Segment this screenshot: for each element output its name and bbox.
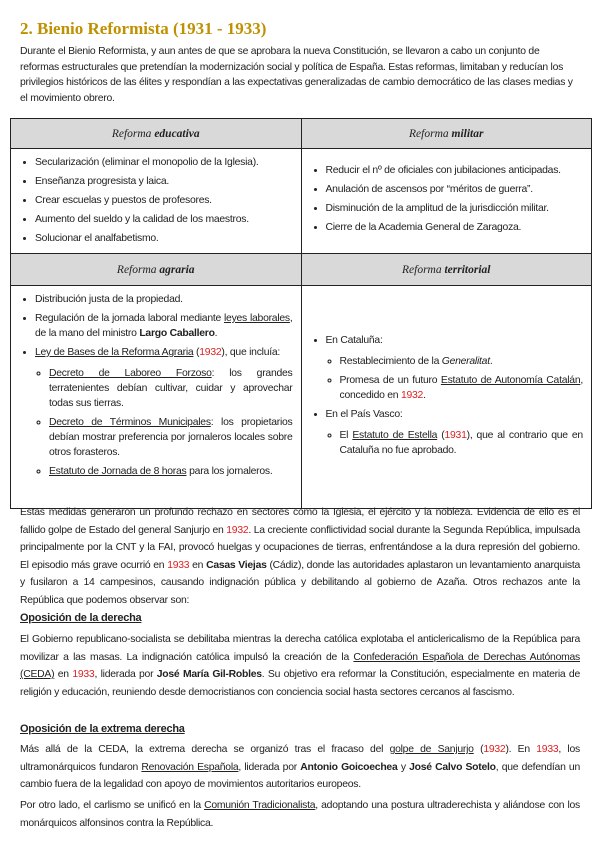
- text-segment: Secularización (eliminar el monopolio de la Iglesia).: [35, 157, 259, 168]
- list-item: [35, 345, 293, 479]
- text-segment: Regulación de la jornada laboral mediante: [35, 313, 224, 324]
- list-item: [35, 193, 293, 208]
- sub-list: [326, 428, 584, 458]
- list-item: [35, 155, 293, 170]
- text-segment: Generalitat: [441, 355, 490, 367]
- header-name: territorial: [444, 263, 491, 276]
- sub-list: [326, 354, 584, 403]
- bold-name: José María Gil-Robles: [156, 669, 262, 680]
- heading-oposicion-extrema-derecha: Oposición de la extrema derecha: [20, 723, 185, 735]
- text-segment: .: [214, 328, 218, 339]
- underlined-term: Estatuto de Estella: [352, 429, 438, 441]
- header-agraria: [11, 254, 302, 286]
- list-item: [35, 292, 293, 307]
- text-segment: , de la mano del ministro: [35, 313, 293, 339]
- text-segment: ). En: [505, 744, 537, 755]
- underlined-term: Renovación Española: [141, 761, 239, 773]
- text-segment: en: [54, 669, 73, 680]
- cell-militar: [301, 149, 592, 254]
- paragraph-carlismo: [20, 797, 580, 832]
- text-segment: Reducir el nº de oficiales con jubilaciones anticipadas.: [325, 165, 561, 176]
- text-segment: .: [489, 355, 493, 367]
- header-prefix: Reforma: [111, 127, 155, 140]
- text-segment: Durante el Bienio Reformista, y aun antes de que se aprobara la nueva Constitución, se llevaron a cabo un conjunto de reformas estructurales que pretendían la modernización social y política de España. Estas reformas, limitaban y reducían los privilegios históricos de las élites y respondían a las expectativas generalizadas de cambio democrático de las clases medias y el movimiento obrero.: [20, 46, 573, 104]
- sub-list-item: [49, 415, 293, 460]
- header-name: agraria: [159, 263, 195, 276]
- year-highlight: 1932: [400, 389, 424, 401]
- underlined-term: Decreto de Términos Municipales: [49, 417, 211, 428]
- header-territorial: [301, 254, 592, 286]
- text-segment: El Gobierno republicano-socialista se debilitaba mientras la derecha católica explotaba el anticlericalismo de la República para movilizar a las masas. La indignación católica impulsó la creación de la: [20, 634, 580, 663]
- cell-territorial: [301, 286, 592, 509]
- text-segment: Estas medidas generaron un profundo rechazo en sectores como la Iglesia, el ejército y la nobleza. Evidencia de ello es el fallido golpe de Estado del general Sanjurjo en: [20, 507, 580, 536]
- cell-educativa: [11, 149, 302, 254]
- list-item: [35, 311, 293, 341]
- text-segment: , liderada por: [94, 669, 157, 680]
- text-segment: .: [423, 389, 426, 401]
- text-segment: (Cádiz), donde las autoridades aplastaron un levantamiento anarquista y fusilaron a 14 campesinos, causando indignación pública y debilitando al gobierno de Azaña. Otros rechazos ante la República que podemos observar son:: [20, 559, 580, 606]
- text-segment: En Cataluña:: [325, 334, 383, 346]
- underlined-term: Estatuto de Autonomía Catalán: [440, 374, 581, 386]
- text-segment: Por otro lado, el carlismo se unificó en la: [20, 800, 205, 811]
- year-highlight: 1932: [483, 744, 506, 755]
- underlined-term: Decreto de Laboreo Forzoso: [49, 368, 212, 379]
- text-segment: . La creciente conflictividad social durante la Segunda República, impulsada principalmente por la CNT y la FAI, provocó huelgas y ocupaciones de tierras, enfrentándose a la dura represión del gobierno. El episodio más grave ocurrió en: [20, 524, 580, 571]
- year-highlight: 1933: [72, 669, 95, 680]
- year-highlight: 1932: [226, 524, 249, 536]
- sub-list-item: [49, 366, 293, 411]
- underlined-term: Comunión Tradicionalista: [204, 800, 316, 811]
- text-segment: Solucionar el analfabetismo.: [35, 233, 159, 244]
- text-segment: . Su objetivo era reformar la Constitución, especialmente en materia de religión y educación, reuniendo desde democristianos con conciencia social hasta sectores cercanos al fascismo.: [20, 669, 580, 698]
- text-segment: Enseñanza progresista y laica.: [35, 176, 170, 187]
- list-item: [35, 231, 293, 246]
- text-segment: en: [189, 559, 207, 571]
- bold-name: Largo Caballero: [139, 328, 215, 339]
- list-item: [326, 182, 584, 197]
- text-segment: Cierre de la Academia General de Zaragoza.: [325, 222, 522, 233]
- text-segment: , los ultramonárquicos fundaron: [20, 744, 580, 773]
- text-segment: ), que al contrario que en Cataluña no fue aprobado.: [339, 429, 583, 456]
- text-segment: , adoptando una postura ultraderechista y aliándose con los monárquicos alfonsinos contra la República.: [20, 800, 580, 829]
- sub-list-item: [49, 464, 293, 479]
- text-segment: , que defendían un cambio fuera de la legalidad con apoyo de movimientos autoritarios europeos.: [20, 761, 580, 790]
- list-item: [326, 220, 584, 235]
- text-segment: Promesa de un futuro: [339, 374, 441, 386]
- underlined-term: leyes laborales: [223, 313, 290, 324]
- text-segment: , concedido en: [339, 374, 584, 401]
- header-educativa: [11, 119, 302, 149]
- list-item: [326, 407, 584, 458]
- header-prefix: Reforma: [409, 127, 452, 140]
- year-highlight: 1933: [167, 559, 190, 571]
- bold-name: Casas Viejas: [206, 559, 267, 571]
- sub-list-item: [340, 373, 584, 403]
- paragraph-derecha: [20, 631, 580, 701]
- list-item: [35, 174, 293, 189]
- header-name: educativa: [154, 127, 200, 140]
- text-segment: ), que incluía:: [221, 347, 281, 358]
- text-segment: Anulación de ascensos por “méritos de guerra”.: [325, 184, 533, 195]
- text-segment: El: [339, 429, 353, 441]
- bold-name: José Calvo Sotelo: [409, 761, 496, 773]
- year-highlight: 1932: [199, 347, 222, 358]
- text-segment: Más allá de la CEDA, la extrema derecha se organizó tras el fracaso del: [20, 744, 390, 755]
- text-segment: Aumento del sueldo y la calidad de los maestros.: [35, 214, 249, 225]
- list-item: [35, 212, 293, 227]
- text-segment: : los grandes terratenientes debían cultivar, cuidar y aprovechar todas sus tierras.: [49, 368, 293, 409]
- sub-list: [35, 366, 293, 479]
- sub-list-item: [340, 354, 584, 369]
- intro-paragraph: [20, 44, 580, 106]
- text-segment: Disminución de la amplitud de la jurisdicción militar.: [325, 203, 549, 214]
- sub-list-item: [340, 428, 584, 458]
- text-segment: (: [193, 347, 200, 358]
- text-segment: (: [473, 744, 484, 755]
- section-title: 2. Bienio Reformista (1931 - 1933): [20, 19, 267, 38]
- underlined-term: Ley de Bases de la Reforma Agraria: [35, 347, 194, 358]
- reforms-table: [10, 118, 592, 509]
- text-segment: (: [437, 429, 445, 441]
- text-segment: para los jornaleros.: [186, 466, 273, 477]
- underlined-term: Confederación Española de Derechas Autónomas (CEDA): [20, 651, 580, 680]
- header-militar: [301, 119, 592, 149]
- header-prefix: Reforma: [402, 263, 445, 276]
- paragraph-extrema-derecha: [20, 741, 580, 794]
- header-prefix: Reforma: [116, 263, 160, 276]
- year-highlight: 1933: [536, 744, 559, 755]
- text-segment: En el País Vasco:: [325, 408, 403, 420]
- text-segment: Restablecimiento de la: [339, 355, 442, 367]
- underlined-term: Estatuto de Jornada de 8 horas: [49, 466, 187, 477]
- bold-name: Antonio Goicoechea: [300, 761, 398, 773]
- list-item: [326, 201, 584, 216]
- text-segment: Crear escuelas y puestos de profesores.: [35, 195, 212, 206]
- list-item: [326, 333, 584, 403]
- year-highlight: 1931: [444, 429, 467, 441]
- paragraph-rechazo: [20, 504, 580, 609]
- underlined-term: golpe de Sanjurjo: [389, 744, 474, 755]
- text-segment: , liderada por: [238, 761, 301, 773]
- text-segment: y: [397, 761, 410, 773]
- cell-agraria: [11, 286, 302, 509]
- text-segment: Distribución justa de la propiedad.: [35, 294, 183, 305]
- heading-oposicion-derecha: Oposición de la derecha: [20, 612, 142, 624]
- text-segment: : los propietarios debían mostrar preferencia por jornaleros locales sobre otros forasteros.: [49, 417, 293, 458]
- list-item: [326, 163, 584, 178]
- header-name: militar: [451, 127, 484, 140]
